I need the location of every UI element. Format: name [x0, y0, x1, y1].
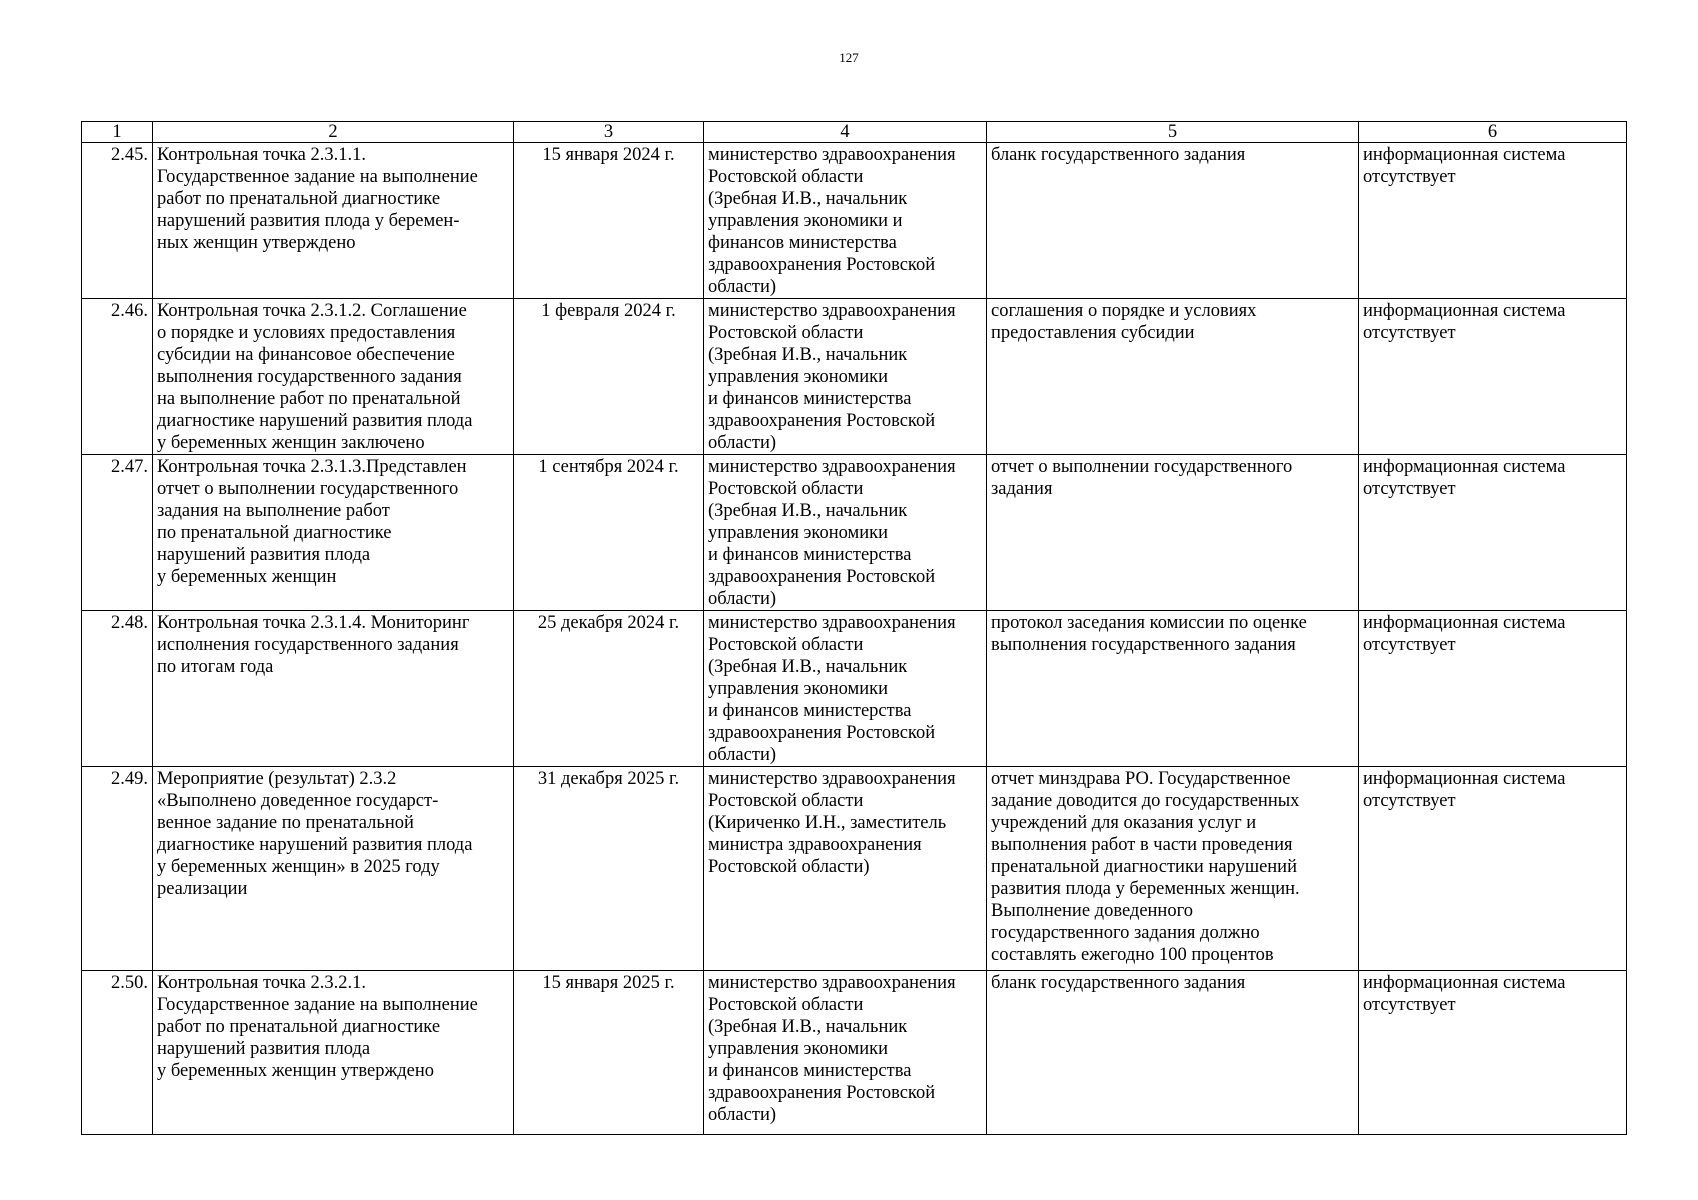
row-date: 31 декабря 2025 г. — [514, 767, 704, 971]
row-document: бланк государственного задания — [987, 143, 1359, 299]
row-system: информационная система отсутствует — [1359, 767, 1627, 971]
row-date: 1 февраля 2024 г. — [514, 299, 704, 455]
row-responsible: министерство здравоохранения Ростовской области (Зребная И.В., начальник управления экономики и финансов министерства здравоохранения Ростовской области) — [704, 971, 987, 1135]
row-number: 2.45. — [82, 143, 153, 299]
row-name: Контрольная точка 2.3.1.4. Мониторинг исполнения государственного задания по итогам года — [153, 611, 514, 767]
row-name: Мероприятие (результат) 2.3.2 «Выполнено доведенное государст- венное задание по пренатальной диагностике нарушений развития плода у беременных женщин» в 2025 году реализации — [153, 767, 514, 971]
row-system: информационная система отсутствует — [1359, 971, 1627, 1135]
row-system: информационная система отсутствует — [1359, 611, 1627, 767]
row-system: информационная система отсутствует — [1359, 299, 1627, 455]
row-name: Контрольная точка 2.3.1.2. Соглашение о порядке и условиях предоставления субсидии на финансовое обеспечение выполнения государственного задания на выполнение работ по пренатальной диагностике нарушений развития плода у беременных женщин заключено — [153, 299, 514, 455]
row-system: информационная система отсутствует — [1359, 455, 1627, 611]
row-responsible: министерство здравоохранения Ростовской области (Кириченко И.Н., заместитель министра здравоохранения Ростовской области) — [704, 767, 987, 971]
row-number: 2.48. — [82, 611, 153, 767]
table-row — [82, 455, 1627, 611]
page-number: 127 — [839, 50, 859, 65]
row-number: 2.49. — [82, 767, 153, 971]
row-number: 2.47. — [82, 455, 153, 611]
column-header-6: 6 — [1359, 122, 1627, 143]
row-date: 15 января 2025 г. — [514, 971, 704, 1135]
row-responsible: министерство здравоохранения Ростовской области (Зребная И.В., начальник управления экономики и финансов министерства здравоохранения Ростовской области) — [704, 611, 987, 767]
table-row — [82, 299, 1627, 455]
column-header-5: 5 — [987, 122, 1359, 143]
row-document: бланк государственного задания — [987, 971, 1359, 1135]
column-header-1: 1 — [82, 122, 153, 143]
row-document: отчет минздрава РО. Государственное задание доводится до государственных учреждений для оказания услуг и выполнения работ в части проведения пренатальной диагностики нарушений развития плода у беременных женщин. Выполнение доведенного государственного задания должно составлять ежегодно 100 процентов — [987, 767, 1359, 971]
table-row — [82, 611, 1627, 767]
control-points-table — [81, 121, 1627, 1135]
column-header-2: 2 — [153, 122, 514, 143]
row-name: Контрольная точка 2.3.2.1. Государственное задание на выполнение работ по пренатальной диагностике нарушений развития плода у беременных женщин утверждено — [153, 971, 514, 1135]
column-header-3: 3 — [514, 122, 704, 143]
row-date: 1 сентября 2024 г. — [514, 455, 704, 611]
row-date: 15 января 2024 г. — [514, 143, 704, 299]
row-document: протокол заседания комиссии по оценке выполнения государственного задания — [987, 611, 1359, 767]
column-header-4: 4 — [704, 122, 987, 143]
row-number: 2.50. — [82, 971, 153, 1135]
table-row — [82, 767, 1627, 971]
row-responsible: министерство здравоохранения Ростовской области (Зребная И.В., начальник управления экономики и финансов министерства здравоохранения Ростовской области) — [704, 143, 987, 299]
row-document: отчет о выполнении государственного задания — [987, 455, 1359, 611]
row-number: 2.46. — [82, 299, 153, 455]
table-header-row — [82, 122, 1627, 143]
row-date: 25 декабря 2024 г. — [514, 611, 704, 767]
table-row — [82, 971, 1627, 1135]
row-responsible: министерство здравоохранения Ростовской области (Зребная И.В., начальник управления экономики и финансов министерства здравоохранения Ростовской области) — [704, 455, 987, 611]
row-document: соглашения о порядке и условиях предоставления субсидии — [987, 299, 1359, 455]
row-name: Контрольная точка 2.3.1.1. Государственное задание на выполнение работ по пренатальной диагностике нарушений развития плода у беремен- ных женщин утверждено — [153, 143, 514, 299]
table-row — [82, 143, 1627, 299]
row-responsible: министерство здравоохранения Ростовской области (Зребная И.В., начальник управления экономики и финансов министерства здравоохранения Ростовской области) — [704, 299, 987, 455]
row-name: Контрольная точка 2.3.1.3.Представлен отчет о выполнении государственного задания на выполнение работ по пренатальной диагностике нарушений развития плода у беременных женщин — [153, 455, 514, 611]
row-system: информационная система отсутствует — [1359, 143, 1627, 299]
